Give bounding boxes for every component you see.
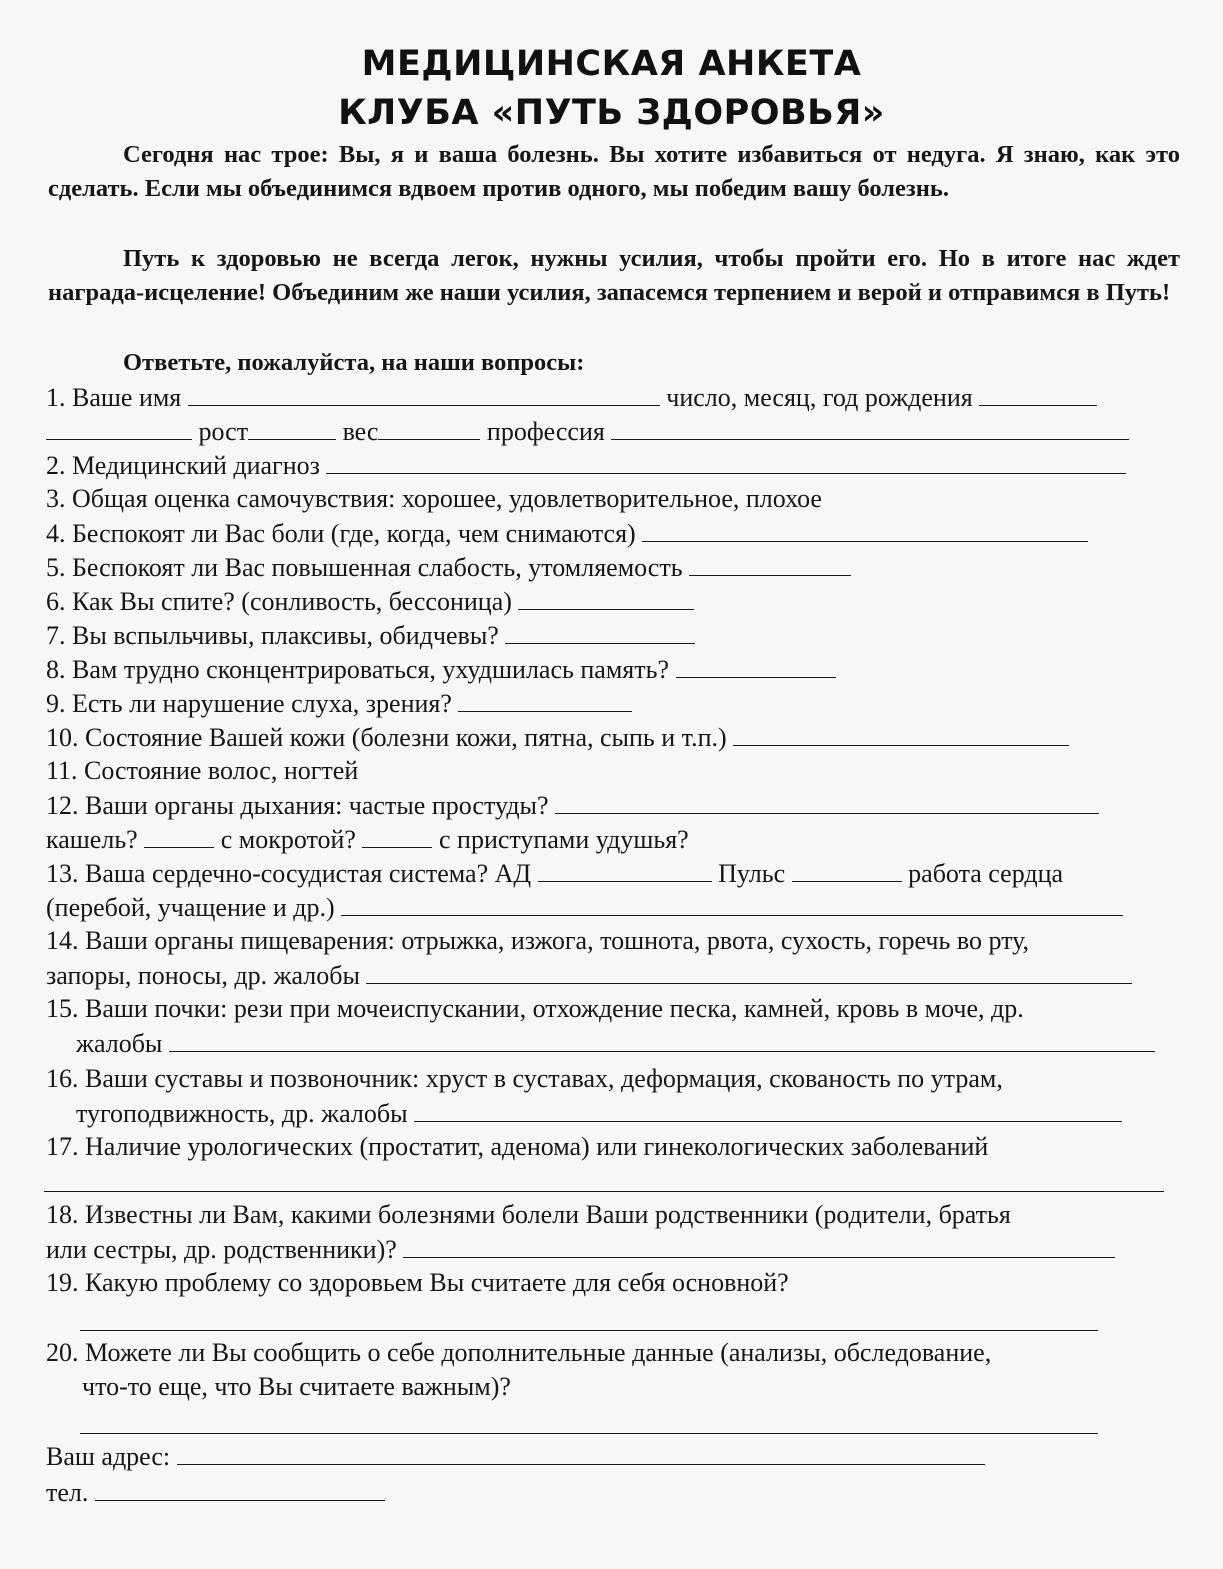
- title-line-1: МЕДИЦИНСКАЯ АНКЕТА: [361, 44, 862, 84]
- birth-date-field-cont[interactable]: [46, 415, 192, 440]
- heart-label: работа сердца: [908, 859, 1064, 888]
- question-6-label: 6. Как Вы спите? (сонливость, бессоница): [46, 587, 512, 616]
- question-9-label: 9. Есть ли нарушение слуха, зрения?: [46, 689, 452, 718]
- question-9: [46, 687, 632, 719]
- pain-field[interactable]: [642, 517, 1088, 542]
- diagnosis-field[interactable]: [326, 449, 1126, 474]
- question-13-row-2: [46, 891, 1123, 923]
- question-20-label: 20. Можете ли Вы сообщить о себе дополнительные данные (анализы, обследование,: [46, 1338, 992, 1367]
- question-18-cont: или сестры, др. родственники)?: [46, 1235, 397, 1264]
- question-20-cont: что-то еще, что Вы считаете важным)?: [82, 1372, 511, 1401]
- profession-label: профессия: [486, 417, 605, 446]
- question-15-cont: жалобы: [76, 1029, 163, 1058]
- colds-field[interactable]: [555, 789, 1099, 814]
- weight-label: вес: [342, 417, 379, 446]
- sleep-field[interactable]: [518, 585, 694, 610]
- question-1-name-label: 1. Ваше имя: [46, 383, 182, 412]
- intro-paragraph-1: Сегодня нас трое: Вы, я и ваша болезнь. Вы хотите избавиться от недуга. Я знаю, как это сделать. Если мы объединимся вдвоем против одного, мы победим вашу болезнь.: [48, 141, 1180, 202]
- question-3-label: 3. Общая оценка самочувствия: хорошее, удовлетворительное, плохое: [46, 484, 822, 513]
- urology-field[interactable]: [44, 1191, 1164, 1192]
- question-19-label: 19. Какую проблему со здоровьем Вы считаете для себя основной?: [46, 1268, 789, 1297]
- question-14-cont: запоры, поносы, др. жалобы: [46, 961, 360, 990]
- skin-field[interactable]: [733, 721, 1069, 746]
- question-11: [46, 755, 358, 787]
- temper-field[interactable]: [505, 619, 695, 644]
- question-8-label: 8. Вам трудно сконцентрироваться, ухудшилась память?: [46, 655, 669, 684]
- name-field[interactable]: [188, 381, 660, 406]
- question-16-row-2: [76, 1097, 1122, 1129]
- height-label: рост: [198, 417, 249, 446]
- heart-field[interactable]: [341, 891, 1123, 916]
- main-problem-field[interactable]: [80, 1330, 1098, 1331]
- intro-paragraph-2: Путь к здоровью не всегда легок, нужны усилия, чтобы пройти его. Но в итоге нас ждет награда-исцеление! Объединим же наши усилия, запасемся терпением и верой и отправимся в Путь!: [48, 245, 1180, 306]
- question-12-row-1: [46, 789, 1099, 821]
- question-18-row-2: [46, 1233, 1115, 1265]
- question-13-label: 13. Ваша сердечно-сосудистая система? АД: [46, 859, 532, 888]
- relatives-field[interactable]: [403, 1233, 1115, 1258]
- question-10: [46, 721, 1069, 753]
- question-10-label: 10. Состояние Вашей кожи (болезни кожи, пятна, сыпь и т.п.): [46, 723, 727, 752]
- address-label: Ваш адрес:: [46, 1442, 171, 1471]
- blood-pressure-field[interactable]: [538, 857, 712, 882]
- question-20-row-1: [46, 1337, 991, 1369]
- cough-label: кашель?: [46, 825, 138, 854]
- question-12-row-2: [46, 823, 689, 855]
- question-17-label: 17. Наличие урологических (простатит, аденома) или гинекологических заболеваний: [46, 1132, 989, 1161]
- weakness-field[interactable]: [689, 551, 851, 576]
- question-2: [46, 449, 1126, 481]
- question-14-label: 14. Ваши органы пищеварения: отрыжка, изжога, тошнота, рвота, сухость, горечь во рту,: [46, 926, 1030, 955]
- question-4: [46, 517, 1088, 549]
- kidneys-field[interactable]: [169, 1027, 1155, 1052]
- phone-field[interactable]: [95, 1476, 385, 1501]
- sputum-label: с мокротой?: [220, 825, 356, 854]
- digestion-field[interactable]: [366, 959, 1132, 984]
- title-line-2: КЛУБА «ПУТЬ ЗДОРОВЬЯ»: [338, 93, 885, 133]
- question-16-cont: тугоподвижность, др. жалобы: [76, 1099, 408, 1128]
- question-19: [46, 1267, 789, 1299]
- asthma-label: с приступами удушья?: [438, 825, 689, 854]
- sputum-field[interactable]: [362, 823, 432, 848]
- pulse-field[interactable]: [792, 857, 902, 882]
- question-1-birth-label: число, месяц, год рождения: [666, 383, 973, 412]
- question-5: [46, 551, 851, 583]
- question-8: [46, 653, 836, 685]
- profession-field[interactable]: [611, 415, 1129, 440]
- question-13-cont: (перебой, учащение и др.): [46, 893, 335, 922]
- question-3: [46, 483, 822, 515]
- pulse-label: Пульс: [718, 859, 786, 888]
- joints-field[interactable]: [414, 1097, 1122, 1122]
- phone-label: тел.: [46, 1478, 89, 1507]
- question-18-row-1: [46, 1199, 1011, 1231]
- additional-data-field[interactable]: [80, 1433, 1098, 1434]
- question-4-label: 4. Беспокоят ли Вас боли (где, когда, чем снимаются): [46, 519, 636, 548]
- question-7: [46, 619, 695, 651]
- weight-field[interactable]: [378, 415, 480, 440]
- intro-paragraph-3: Ответьте, пожалуйста, на наши вопросы:: [123, 349, 585, 376]
- address-field[interactable]: [177, 1440, 985, 1465]
- question-15-row-1: [46, 993, 1024, 1025]
- birth-date-field[interactable]: [979, 381, 1097, 406]
- question-1-row-2: [46, 415, 1129, 447]
- question-14-row-1: [46, 925, 1029, 957]
- question-11-label: 11. Состояние волос, ногтей: [46, 756, 359, 785]
- question-20-row-2: [82, 1371, 511, 1403]
- question-14-row-2: [46, 959, 1132, 991]
- question-1-row-1: [46, 381, 1097, 413]
- question-13-row-1: [46, 857, 1063, 889]
- memory-field[interactable]: [676, 653, 836, 678]
- question-15-row-2: [76, 1027, 1155, 1059]
- question-15-label: 15. Ваши почки: рези при мочеиспускании, отхождение песка, камней, кровь в моче, др.: [46, 994, 1024, 1023]
- question-16-label: 16. Ваши суставы и позвоночник: хруст в суставах, деформация, скованость по утрам,: [46, 1064, 1003, 1093]
- phone-row: [46, 1476, 385, 1508]
- question-18-label: 18. Известны ли Вам, какими болезнями болели Ваши родственники (родители, братья: [46, 1200, 1011, 1229]
- height-field[interactable]: [248, 415, 336, 440]
- question-2-label: 2. Медицинский диагноз: [46, 451, 320, 480]
- question-16-row-1: [46, 1063, 1003, 1095]
- question-17: [46, 1131, 988, 1163]
- hearing-vision-field[interactable]: [458, 687, 632, 712]
- question-6: [46, 585, 694, 617]
- address-row: [46, 1440, 985, 1472]
- question-7-label: 7. Вы вспыльчивы, плаксивы, обидчевы?: [46, 621, 499, 650]
- cough-field[interactable]: [144, 823, 214, 848]
- question-12-label: 12. Ваши органы дыхания: частые простуды?: [46, 791, 549, 820]
- question-5-label: 5. Беспокоят ли Вас повышенная слабость, утомляемость: [46, 553, 683, 582]
